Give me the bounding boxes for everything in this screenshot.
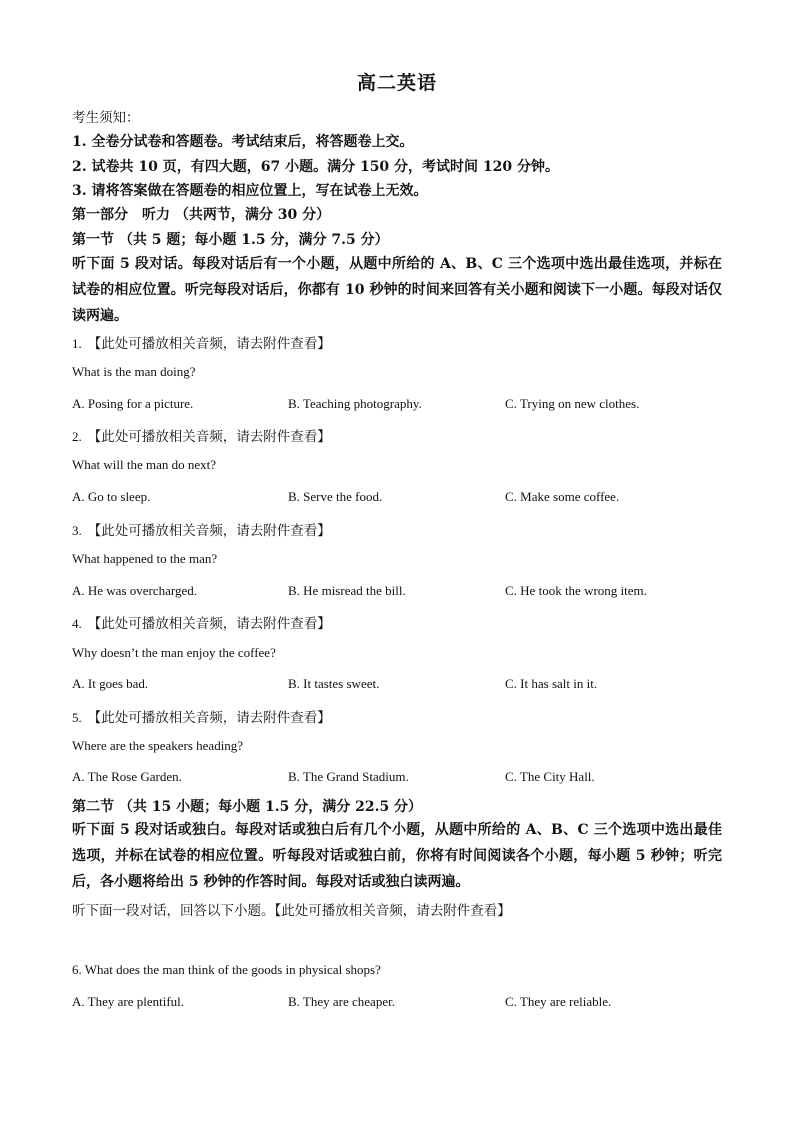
question-4-option-b[interactable]: B. It tastes sweet. — [288, 676, 380, 691]
question-3-option-c[interactable]: C. He took the wrong item. — [505, 583, 647, 598]
question-2-option-b[interactable]: B. Serve the food. — [288, 489, 383, 504]
question-6-option-a[interactable]: A. They are plentiful. — [72, 994, 185, 1009]
part1-heading: 第一部分 听力 （共两节，满分 30 分） — [72, 207, 331, 223]
question-5-text: Where are the speakers heading? — [72, 738, 244, 753]
audio-note-text: 【此处可播放相关音频，请去附件查看】 — [87, 710, 331, 726]
question-1-text: What is the man doing? — [72, 364, 196, 379]
question-4-text: Why doesn’t the man enjoy the coffee? — [72, 645, 276, 660]
question-6-option-c[interactable]: C. They are reliable. — [505, 994, 612, 1009]
question-4-number: 4. — [72, 616, 82, 631]
question-5-number: 5. — [72, 710, 82, 725]
question-3-audio-note — [72, 519, 331, 539]
question-6-text: 6. What does the man think of the goods in physical shops? — [72, 962, 381, 977]
question-6-option-b[interactable]: B. They are cheaper. — [288, 994, 395, 1009]
notice-item-2: 2. 试卷共 10 页，有四大题，67 小题。满分 150 分，考试时间 120 分钟。 — [72, 159, 560, 175]
question-5-option-a[interactable]: A. The Rose Garden. — [72, 769, 182, 784]
question-3-text: What happened to the man? — [72, 551, 218, 566]
question-1-audio-note — [72, 332, 331, 352]
notice-item-3: 3. 请将答案做在答题卷的相应位置上，写在试卷上无效。 — [72, 183, 428, 199]
question-1-option-a[interactable]: A. Posing for a picture. — [72, 396, 194, 411]
audio-note-text: 【此处可播放相关音频，请去附件查看】 — [87, 616, 331, 632]
page-title: 高二英语 — [356, 72, 437, 94]
section1-heading: 第一节 （共 5 题；每小题 1.5 分，满分 7.5 分） — [72, 232, 389, 248]
audio-note-text: 【此处可播放相关音频，请去附件查看】 — [87, 336, 331, 352]
question-4-option-c[interactable]: C. It has salt in it. — [505, 676, 598, 691]
question-1-option-c[interactable]: C. Trying on new clothes. — [505, 396, 640, 411]
question-2-text: What will the man do next? — [72, 457, 217, 472]
question-5-option-b[interactable]: B. The Grand Stadium. — [288, 769, 409, 784]
question-2-audio-note — [72, 425, 331, 445]
question-5-audio-note — [72, 706, 331, 726]
question-5-option-c[interactable]: C. The City Hall. — [505, 769, 595, 784]
question-1-option-b[interactable]: B. Teaching photography. — [288, 396, 422, 411]
audio-note-text: 【此处可播放相关音频，请去附件查看】 — [87, 523, 331, 539]
question-4-audio-note — [72, 612, 331, 632]
question-3-number: 3. — [72, 523, 82, 538]
section2-heading: 第二节 （共 15 小题；每小题 1.5 分，满分 22.5 分） — [72, 799, 423, 815]
section1-instructions: 听下面 5 段对话。每段对话后有一个小题，从题中所给的 A、B、C 三个选项中选出最佳选项，并标在试卷的相应位置。听完每段对话后，你都有 10 秒钟的时间来回答有关小题和阅读下一小题。每段对话仅读两遍。 — [72, 256, 722, 324]
question-4-option-a[interactable]: A. It goes bad. — [72, 676, 149, 691]
question-2-number: 2. — [72, 429, 82, 444]
question-2-option-a[interactable]: A. Go to sleep. — [72, 489, 151, 504]
notice-item-1: 1. 全卷分试卷和答题卷。考试结束后，将答题卷上交。 — [72, 134, 414, 150]
question-1-number: 1. — [72, 336, 82, 351]
question-3-option-a[interactable]: A. He was overcharged. — [72, 583, 198, 598]
notice-heading: 考生须知： — [72, 110, 140, 126]
section2-instructions: 听下面 5 段对话或独白。每段对话或独白后有几个小题，从题中所给的 A、B、C 三个选项中选出最佳选项，并标在试卷的相应位置。听每段对话或独白前，你将有时间阅读各个小题，每小题 5 秒钟；听完后，各小题将给出 5 秒钟的作答时间。每段对话或独白读两遍。 — [72, 822, 722, 890]
audio-note-text: 【此处可播放相关音频，请去附件查看】 — [87, 429, 331, 445]
section2-audio-intro: 听下面一段对话，回答以下小题。【此处可播放相关音频，请去附件查看】 — [72, 903, 511, 919]
question-3-option-b[interactable]: B. He misread the bill. — [288, 583, 406, 598]
question-2-option-c[interactable]: C. Make some coffee. — [505, 489, 620, 504]
